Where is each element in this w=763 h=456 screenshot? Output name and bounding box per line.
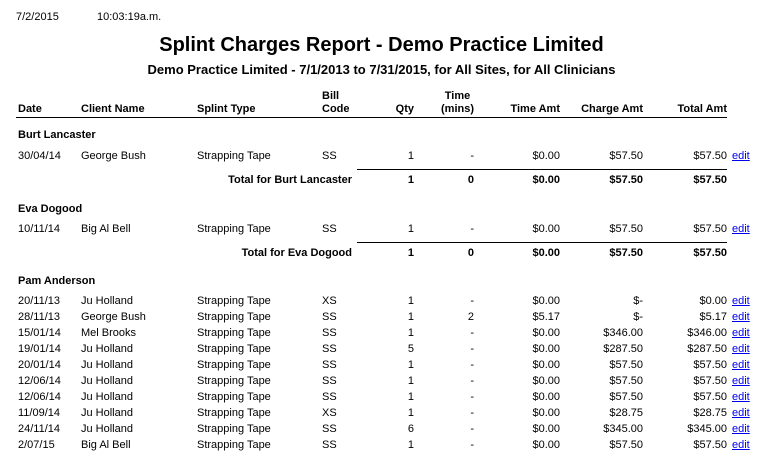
total-time-amt: $0.00 [532,247,560,259]
cell-client: Ju Holland [81,407,133,419]
cell-qty: 1 [407,223,414,235]
col-charge-amt: Charge Amt [581,103,643,115]
cell-type: Strapping Tape [197,295,271,307]
cell-charge-amt: $28.75 [609,407,643,419]
total-qty: 1 [407,174,414,186]
cell-code: SS [322,327,337,339]
table-row [0,407,763,423]
cell-time: - [470,295,474,307]
cell-qty: 5 [407,343,414,355]
col-time-amt: Time Amt [510,103,560,115]
cell-total-amt: $287.50 [687,343,727,355]
col-qty: Qty [395,103,414,115]
table-row [0,295,763,311]
edit-link[interactable]: edit [732,439,750,451]
cell-code: SS [322,311,337,323]
edit-link[interactable]: edit [732,311,750,323]
cell-qty: 1 [407,295,414,307]
cell-total-amt: $57.50 [693,359,727,371]
group-total-row [0,247,763,263]
cell-type: Strapping Tape [197,223,271,235]
header-divider [16,117,727,118]
report-title: Splint Charges Report - Demo Practice Limited [159,34,604,56]
cell-charge-amt: $- [633,311,643,323]
edit-link[interactable]: edit [732,223,750,235]
col-time [441,90,474,116]
cell-total-amt: $5.17 [699,311,727,323]
cell-date: 10/11/14 [18,223,61,235]
cell-total-amt: $346.00 [687,327,727,339]
cell-total-amt: $345.00 [687,423,727,435]
cell-charge-amt: $57.50 [609,439,643,451]
cell-client: George Bush [81,150,146,162]
edit-link[interactable]: edit [732,407,750,419]
total-time-amt: $0.00 [532,174,560,186]
table-row [0,359,763,375]
cell-type: Strapping Tape [197,150,271,162]
total-total-amt: $57.50 [693,174,727,186]
table-row [0,439,763,455]
cell-time: - [470,150,474,162]
col-time-line2: (mins) [441,103,474,115]
edit-link[interactable]: edit [732,375,750,387]
cell-client: Ju Holland [81,359,133,371]
cell-time-amt: $0.00 [532,327,560,339]
cell-client: Big Al Bell [81,439,131,451]
col-date: Date [18,103,42,115]
cell-time: - [470,375,474,387]
cell-code: XS [322,407,337,419]
cell-code: XS [322,295,337,307]
cell-code: SS [322,423,337,435]
cell-time-amt: $0.00 [532,343,560,355]
cell-time: 2 [467,311,474,323]
cell-charge-amt: $57.50 [609,375,643,387]
cell-date: 11/09/14 [18,407,61,419]
total-qty: 1 [407,247,414,259]
cell-time-amt: $0.00 [532,423,560,435]
cell-client: Ju Holland [81,375,133,387]
cell-qty: 1 [407,311,414,323]
cell-qty: 1 [407,327,414,339]
cell-type: Strapping Tape [197,423,271,435]
cell-date: 2/07/15 [18,439,55,451]
cell-qty: 6 [407,423,414,435]
cell-qty: 1 [407,375,414,387]
cell-time-amt: $0.00 [532,223,560,235]
total-label: Total for Eva Dogood [241,247,352,259]
table-row [0,311,763,327]
cell-time: - [470,439,474,451]
cell-date: 12/06/14 [18,375,61,387]
cell-charge-amt: $57.50 [609,223,643,235]
group-total-row [0,174,763,190]
table-row [0,423,763,439]
report-time: 10:03:19a.m. [97,11,162,23]
cell-total-amt: $57.50 [693,223,727,235]
table-row [0,223,763,239]
cell-time: - [470,407,474,419]
cell-time-amt: $0.00 [532,391,560,403]
cell-qty: 1 [407,407,414,419]
edit-link[interactable]: edit [732,150,750,162]
table-row [0,150,763,166]
cell-client: Ju Holland [81,295,133,307]
table-row [0,375,763,391]
cell-total-amt: $0.00 [699,295,727,307]
cell-date: 30/04/14 [18,150,61,162]
cell-time: - [470,359,474,371]
cell-client: Ju Holland [81,391,133,403]
cell-type: Strapping Tape [197,439,271,451]
col-client-name: Client Name [81,103,145,115]
cell-code: SS [322,150,337,162]
cell-type: Strapping Tape [197,391,271,403]
cell-total-amt: $57.50 [693,375,727,387]
total-charge-amt: $57.50 [609,247,643,259]
cell-client: Mel Brooks [81,327,137,339]
table-row [0,343,763,359]
cell-qty: 1 [407,439,414,451]
subtotal-divider [357,242,727,243]
cell-code: SS [322,375,337,387]
cell-time-amt: $5.17 [532,311,560,323]
report-subtitle: Demo Practice Limited - 7/1/2013 to 7/31/2015, for All Sites, for All Clinicians [147,62,616,77]
cell-client: Ju Holland [81,423,133,435]
report-date: 7/2/2015 [16,11,59,23]
col-bill-code-line1: Bill [322,90,340,102]
cell-date: 28/11/13 [18,311,61,323]
cell-code: SS [322,343,337,355]
cell-time: - [470,223,474,235]
cell-total-amt: $57.50 [693,391,727,403]
cell-type: Strapping Tape [197,327,271,339]
cell-code: SS [322,391,337,403]
cell-time-amt: $0.00 [532,295,560,307]
edit-link[interactable]: edit [732,295,750,307]
total-label: Total for Burt Lancaster [228,174,352,186]
cell-charge-amt: $287.50 [603,343,643,355]
cell-date: 15/01/14 [18,327,61,339]
cell-type: Strapping Tape [197,343,271,355]
cell-type: Strapping Tape [197,311,271,323]
edit-link[interactable]: edit [732,359,750,371]
cell-time: - [470,327,474,339]
cell-time: - [470,343,474,355]
cell-code: SS [322,359,337,371]
table-row [0,391,763,407]
cell-total-amt: $57.50 [693,150,727,162]
cell-time-amt: $0.00 [532,150,560,162]
cell-time-amt: $0.00 [532,439,560,451]
cell-client: Big Al Bell [81,223,131,235]
cell-type: Strapping Tape [197,407,271,419]
total-charge-amt: $57.50 [609,174,643,186]
cell-time: - [470,423,474,435]
cell-qty: 1 [407,150,414,162]
clinician-group-name: Pam Anderson [18,275,96,287]
col-total-amt: Total Amt [677,103,727,115]
cell-time-amt: $0.00 [532,359,560,371]
col-splint-type: Splint Type [197,103,256,115]
total-total-amt: $57.50 [693,247,727,259]
edit-link[interactable]: edit [732,343,750,355]
cell-type: Strapping Tape [197,375,271,387]
cell-qty: 1 [407,391,414,403]
cell-date: 12/06/14 [18,391,61,403]
cell-charge-amt: $- [633,295,643,307]
total-time: 0 [467,174,474,186]
cell-date: 20/11/13 [18,295,61,307]
cell-code: SS [322,439,337,451]
edit-link[interactable]: edit [732,391,750,403]
clinician-group-name: Burt Lancaster [18,129,96,141]
cell-charge-amt: $57.50 [609,150,643,162]
table-row [0,327,763,343]
cell-time-amt: $0.00 [532,375,560,387]
cell-total-amt: $57.50 [693,439,727,451]
cell-date: 20/01/14 [18,359,61,371]
cell-client: George Bush [81,311,146,323]
cell-date: 19/01/14 [18,343,61,355]
total-time: 0 [467,247,474,259]
cell-charge-amt: $346.00 [603,327,643,339]
cell-date: 24/11/14 [18,423,61,435]
col-bill-code [322,90,350,116]
cell-type: Strapping Tape [197,359,271,371]
cell-client: Ju Holland [81,343,133,355]
cell-qty: 1 [407,359,414,371]
cell-code: SS [322,223,337,235]
cell-time: - [470,391,474,403]
col-time-line1: Time [444,90,471,102]
clinician-group-name: Eva Dogood [18,203,83,215]
cell-charge-amt: $345.00 [603,423,643,435]
cell-total-amt: $28.75 [693,407,727,419]
cell-charge-amt: $57.50 [609,391,643,403]
cell-charge-amt: $57.50 [609,359,643,371]
edit-link[interactable]: edit [732,423,750,435]
col-bill-code-line2: Code [322,103,350,115]
cell-time-amt: $0.00 [532,407,560,419]
subtotal-divider [357,169,727,170]
edit-link[interactable]: edit [732,327,750,339]
